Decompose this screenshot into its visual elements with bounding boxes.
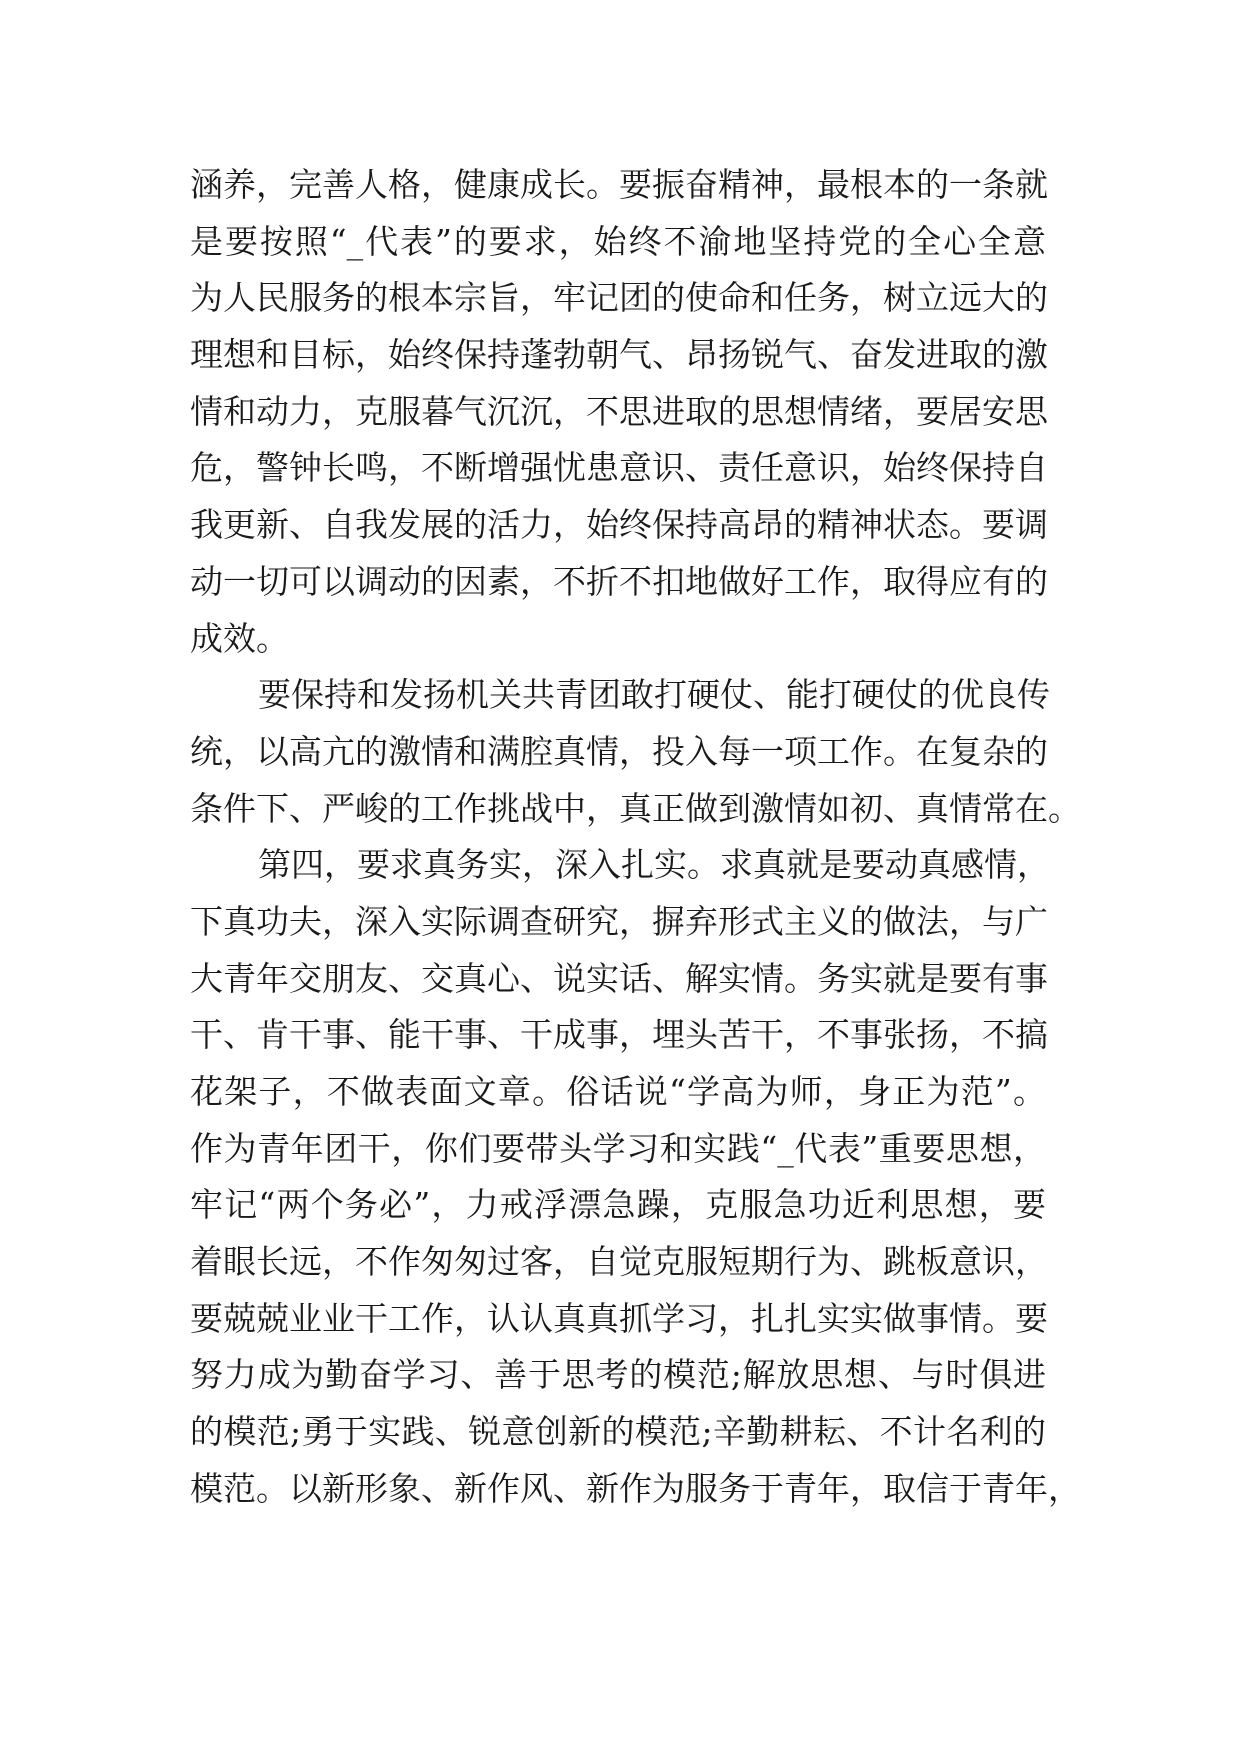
text-line: 着眼长远，不作匆匆过客，自觉克服短期行为、跳板意识， bbox=[190, 1242, 1048, 1282]
text-line: 大青年交朋友、交真心、说实话、解实情。务实就是要有事 bbox=[190, 958, 1048, 998]
text-line: 作为青年团干，你们要带头学习和实践“_代表”重要思想， bbox=[190, 1128, 1046, 1168]
text-line: 牢记“两个务必”，力戒浮漂急躁，克服急功近利思想，要 bbox=[190, 1185, 1046, 1225]
text-line: 动一切可以调动的因素，不折不扣地做好工作，取得应有的 bbox=[190, 561, 1048, 601]
text-line: 危，警钟长鸣，不断增强忧患意识、责任意识，始终保持自 bbox=[190, 448, 1048, 488]
text-line: 涵养，完善人格，健康成长。要振奋精神，最根本的一条就 bbox=[190, 165, 1048, 204]
text-line: 条件下、严峻的工作挑战中，真正做到激情如初、真情常在。 bbox=[190, 788, 1081, 828]
text-line: 要兢兢业业干工作，认认真真抓学习，扎扎实实做事情。要 bbox=[190, 1298, 1048, 1338]
text-line: 下真功夫，深入实际调查研究，摒弃形式主义的做法，与广 bbox=[190, 901, 1048, 941]
text-line: 情和动力，克服暮气沉沉，不思进取的思想情绪，要居安思 bbox=[190, 391, 1048, 431]
text-line: 努力成为勤奋学习、善于思考的模范;解放思想、与时俱进 bbox=[190, 1355, 1046, 1395]
text-line: 理想和目标，始终保持蓬勃朝气、昂扬锐气、奋发进取的激 bbox=[190, 335, 1048, 375]
text-line: 是要按照“_代表”的要求，始终不渝地坚持党的全心全意 bbox=[190, 221, 1046, 261]
text-line: 花架子，不做表面文章。俗话说“学高为师，身正为范”。 bbox=[190, 1072, 1046, 1111]
text-line: 模范。以新形象、新作风、新作为服务于青年，取信于青年， bbox=[190, 1468, 1081, 1508]
text-line: 要保持和发扬机关共青团敢打硬仗、能打硬仗的优良传 bbox=[258, 675, 1050, 715]
text-line: 的模范;勇于实践、锐意创新的模范;辛勤耕耘、不计名利的 bbox=[190, 1412, 1046, 1452]
text-line: 为人民服务的根本宗旨，牢记团的使命和任务，树立远大的 bbox=[190, 278, 1048, 318]
text-line: 我更新、自我发展的活力，始终保持高昂的精神状态。要调 bbox=[190, 505, 1048, 545]
text-line: 统，以高亢的激情和满腔真情，投入每一项工作。在复杂的 bbox=[190, 731, 1048, 771]
text-line: 干、肯干事、能干事、干成事，埋头苦干，不事张扬，不搞 bbox=[190, 1015, 1048, 1055]
document-body bbox=[190, 157, 1081, 1518]
text-line: 第四，要求真务实，深入扎实。求真就是要动真感情， bbox=[258, 845, 1050, 885]
text-line: 成效。 bbox=[190, 618, 289, 658]
